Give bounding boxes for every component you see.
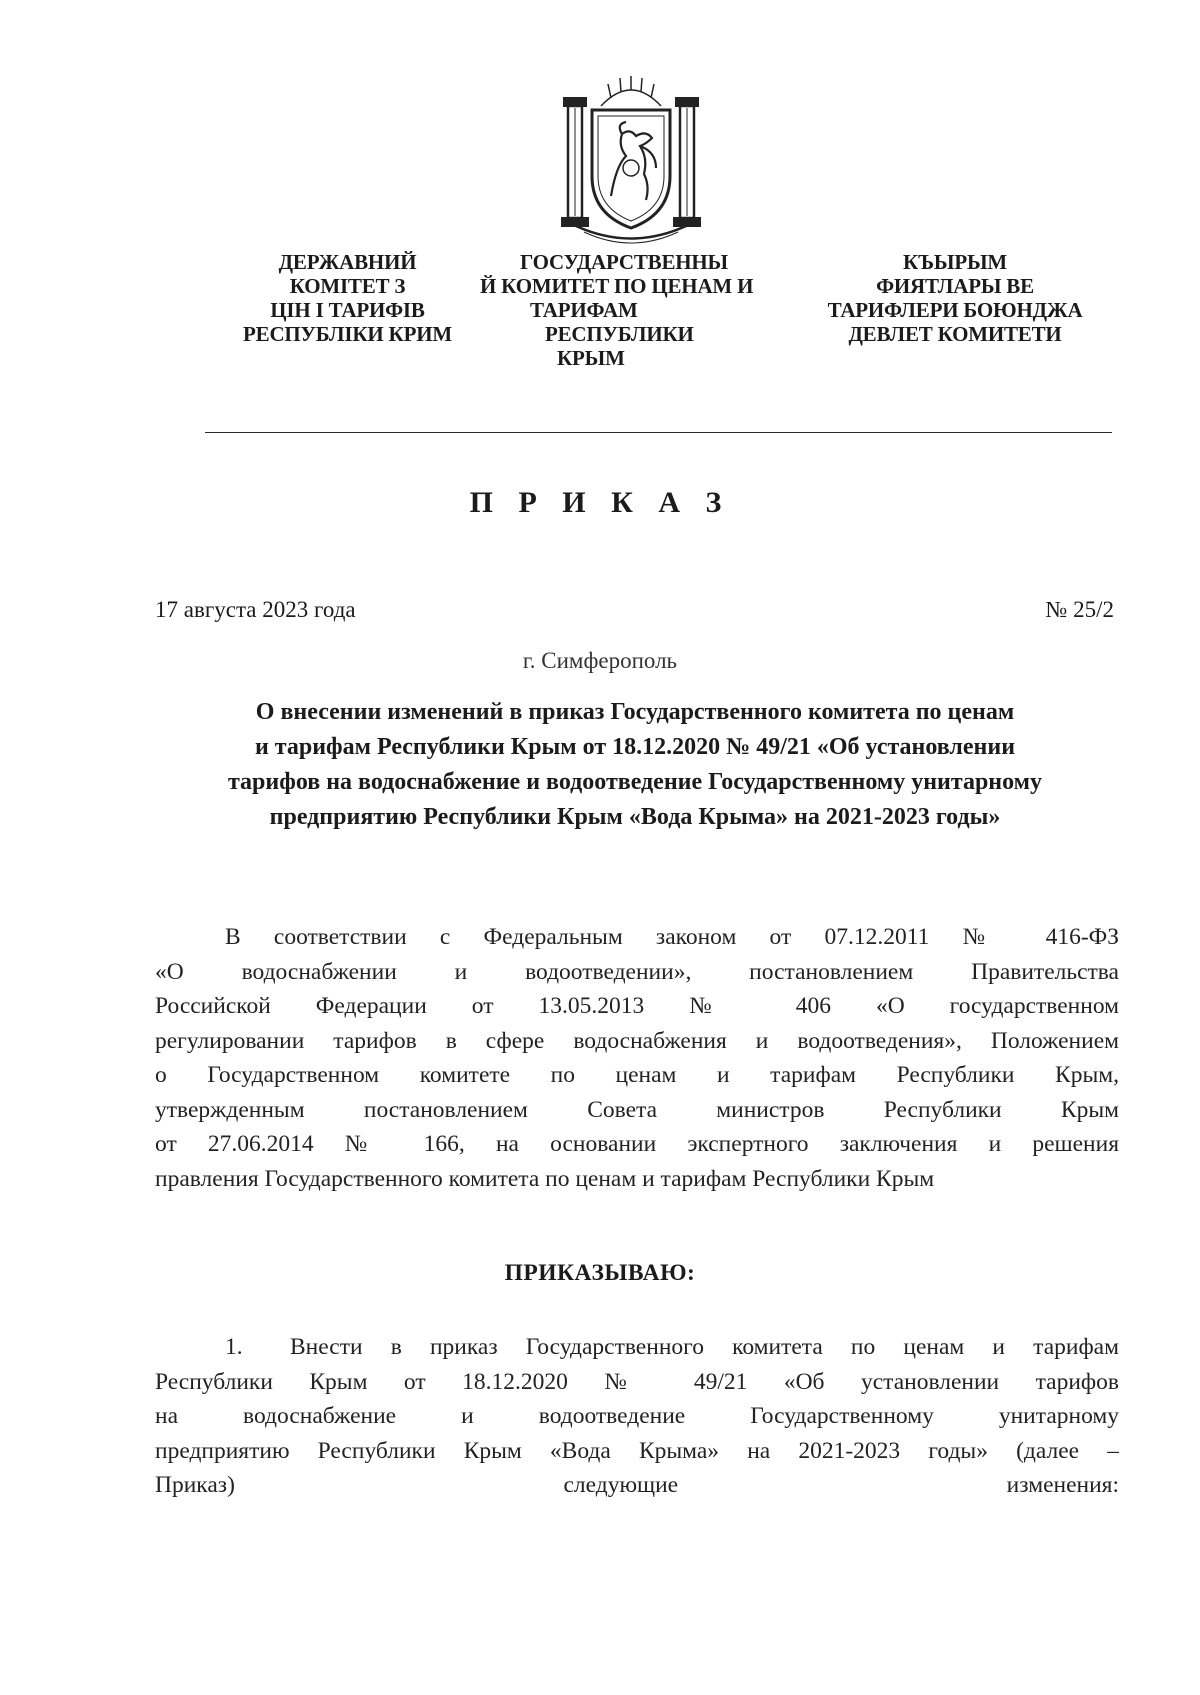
order-item-1 [155,1330,1119,1503]
header-right-line: ДЕВЛЕТ КОМИТЕТИ [848,322,1062,346]
subject-line: предприятию Республики Крым «Вода Крыма» на 2021-2023 годы» [269,804,1001,830]
subject-line: и тарифам Республики Крым от 18.12.2020 № 49/21 «Об установлении [254,734,1016,760]
header-mid-line: Й КОМИТЕТ ПО ЦЕНАМ И [480,274,754,298]
order-word: ПРИКАЗЫВАЮ: [504,1260,696,1286]
header-left-line: РЕСПУБЛІКИ КРИМ [243,322,452,346]
header-left-line: КОМІТЕТ З [289,274,406,298]
preamble-line: Российской Федерации от 13.05.2013 № 406 «О государственном [155,993,1119,1019]
document-number: № 25/2 [1045,597,1114,622]
item-line: предприятию Республики Крым «Вода Крыма» на 2021-2023 годы» (далее – [155,1437,1119,1464]
header-mid-line: ТАРИФАМ [530,298,638,322]
header-mid-line: КРЫМ [557,346,625,370]
document-subject [150,695,1120,835]
header-divider [205,432,1112,433]
header-crimean-tatar [810,250,1100,346]
preamble-line: правления Государственного комитета по ценам и тарифам Республики Крым [155,1165,935,1192]
header-russian [480,250,810,370]
header-right-line: КЪЫРЫМ [903,250,1007,274]
document-date: 17 августа 2023 года [155,597,356,622]
document-title: П Р И К А З [469,486,731,519]
document-city: г. Симферополь [522,648,678,673]
preamble-paragraph [155,920,1119,1196]
crimea-coat-of-arms-icon [556,76,706,246]
preamble-line: о Государственном комитете по ценам и тарифам Республики Крым, [155,1062,1119,1088]
header-left-line: ЦІН І ТАРИФІВ [270,298,425,322]
header-left-line: ДЕРЖАВНИЙ [278,250,417,274]
header-right-line: ТАРИФЛЕРИ БОЮНДЖА [827,298,1083,322]
header-right-line: ФИЯТЛАРЫ ВЕ [876,274,1034,298]
item-line: на водоснабжение и водоотведение Государственному унитарному [155,1403,1119,1429]
preamble-line: «О водоснабжении и водоотведении», постановлением Правительства [155,958,1119,985]
preamble-line: регулировании тарифов в сфере водоснабжения и водоотведения», Положением [155,1027,1119,1054]
item-line: Республики Крым от 18.12.2020 № 49/21 «Об установлении тарифов [155,1368,1119,1395]
preamble-line: от 27.06.2014 № 166, на основании экспертного заключения и решения [155,1131,1119,1157]
subject-line: О внесении изменений в приказ Государственного комитета по ценам [255,699,1015,725]
header-mid-line: РЕСПУБЛИКИ [545,322,694,346]
preamble-line: В соответствии с Федеральным законом от 07.12.2011 № 416-ФЗ [225,924,1119,950]
header-ukrainian [215,250,480,346]
subject-line: тарифов на водоснабжение и водоотведение Государственному унитарному [227,769,1043,795]
item-line: Внести в приказ Государственного комитета по ценам и тарифам [290,1334,1119,1360]
header-mid-line: ГОСУДАРСТВЕННЫ [520,250,728,274]
item-line: Приказ) следующие изменения: [155,1472,1119,1498]
preamble-line: утвержденным постановлением Совета министров Республики Крым [155,1096,1119,1123]
item-number: 1. [225,1334,243,1360]
